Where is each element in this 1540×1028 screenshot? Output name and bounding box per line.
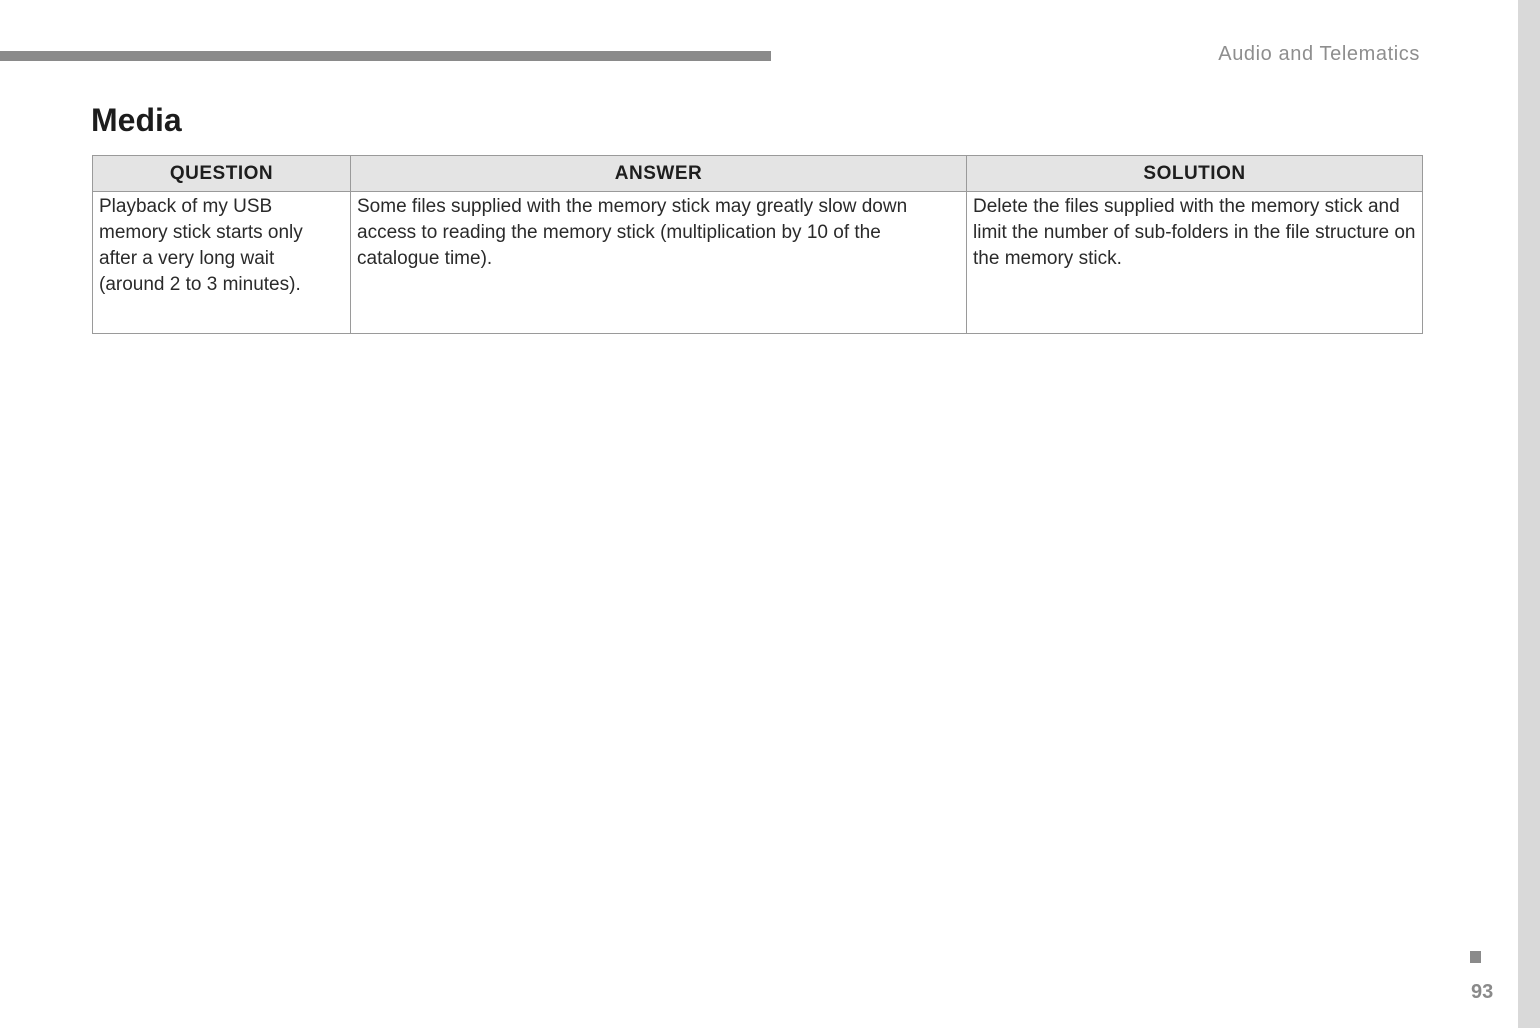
section-title: Audio and Telematics (1218, 43, 1420, 65)
solution-cell: Delete the files supplied with the memory stick and limit the number of sub-folders in the file structure on the memory stick. (967, 192, 1423, 334)
faq-table (92, 155, 1423, 334)
page-title: Media (91, 102, 182, 138)
page-edge-strip (1518, 0, 1540, 1028)
column-header-solution: SOLUTION (967, 156, 1423, 192)
column-header-answer: ANSWER (351, 156, 967, 192)
section-end-marker (1470, 951, 1481, 963)
page-number: 93 (1471, 981, 1494, 1003)
table-header-row (93, 156, 1423, 192)
table-row (93, 192, 1423, 334)
header-rule (0, 51, 771, 61)
answer-cell: Some files supplied with the memory stick may greatly slow down access to reading the memory stick (multiplication by 10 of the catalogue time). (351, 192, 967, 334)
column-header-question: QUESTION (93, 156, 351, 192)
question-cell: Playback of my USB memory stick starts only after a very long wait (around 2 to 3 minutes). (93, 192, 351, 334)
